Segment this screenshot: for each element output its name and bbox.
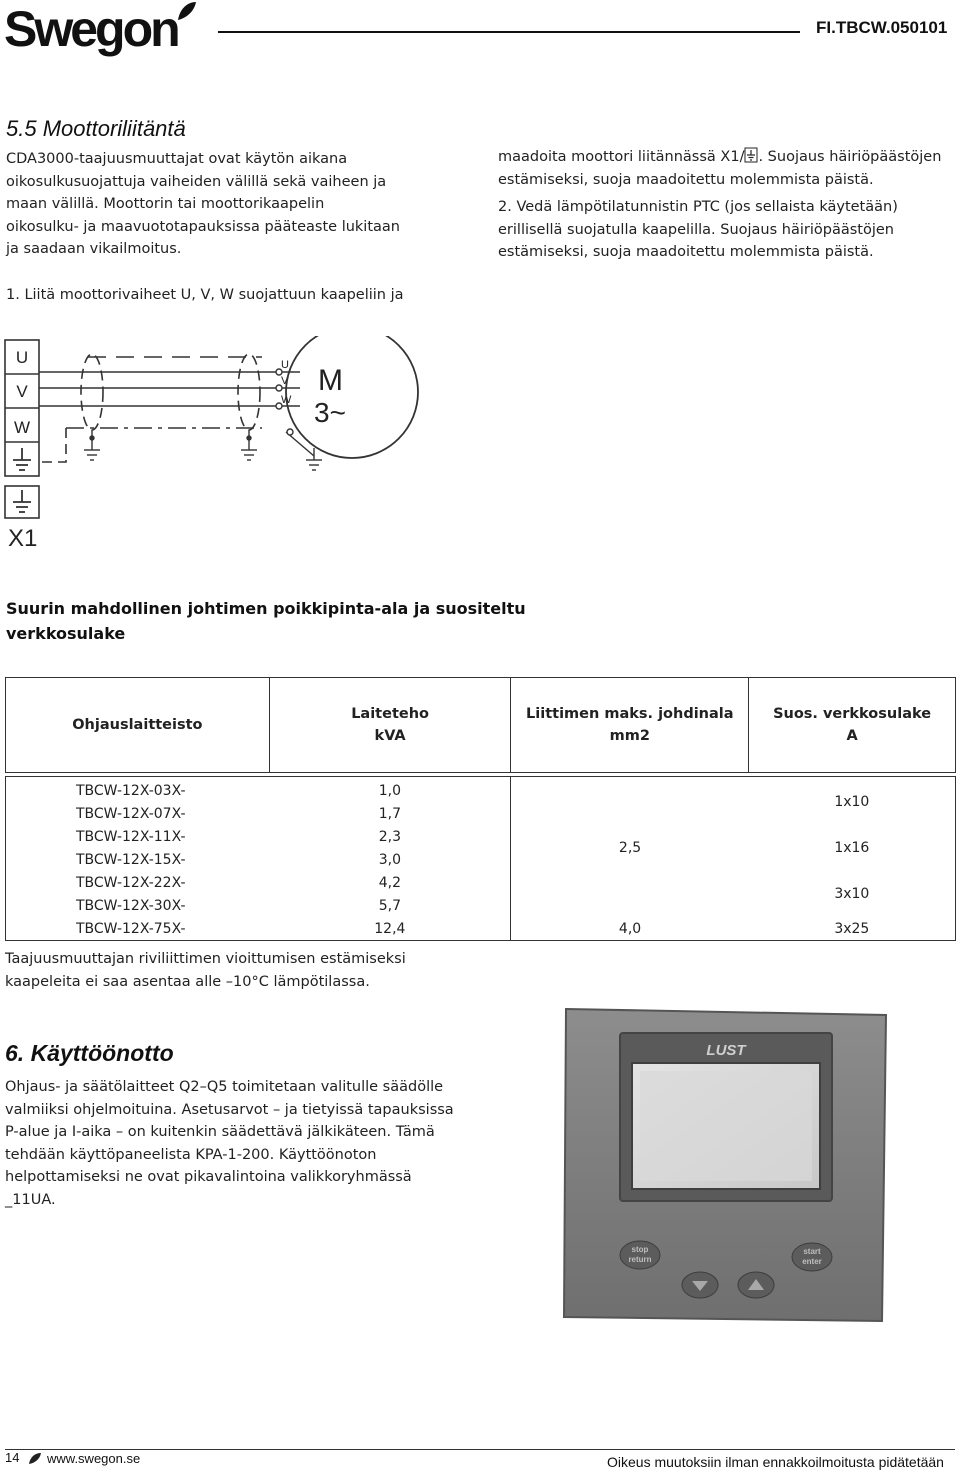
model-cell: TBCW-12X-22X- xyxy=(76,874,186,891)
kva-cell: 2,3 xyxy=(378,828,401,845)
leaf-icon xyxy=(176,0,198,24)
wire-area-cell: 4,0 xyxy=(511,917,749,941)
section-6-text: Ohjaus- ja säätölaitteet Q2–Q5 toimitetaan valitulle säädölle valmiiksi ohjelmoituina. Asetusarvot – ja tietyissä tapauksissa P-alue ja I-aika – on kuitenkin säädettävä jälkikäteen. Tämä tehdään käyttöpaneelista KPA-1-200. Käyttöönoton helpottamiseksi ne ovat pikavalintoina valikkoryhmässä _11UA. xyxy=(5,1079,454,1208)
terminal-u-label: U xyxy=(15,348,29,367)
fuse-cell: 3x25 xyxy=(834,920,870,937)
kva-cell: 12,4 xyxy=(374,920,406,937)
panel-brand: LUST xyxy=(706,1042,746,1059)
kva-cell: 5,7 xyxy=(378,897,401,914)
table-row xyxy=(6,871,956,894)
table-header-row xyxy=(6,678,956,773)
model-cell: TBCW-12X-07X- xyxy=(76,805,186,822)
up-arrow-button[interactable] xyxy=(738,1272,774,1298)
model-cell: TBCW-12X-03X- xyxy=(76,782,186,799)
step-1-text: 1. Liitä moottorivaiheet U, V, W suojattuun kaapeliin ja xyxy=(6,287,404,303)
header-verkkosulake: Suos. verkkosulake A xyxy=(749,678,956,773)
ground-symbol-icon xyxy=(744,147,758,163)
cable-shield xyxy=(40,354,262,462)
kva-cell: 1,7 xyxy=(378,805,401,822)
ground-icon xyxy=(13,490,31,512)
model-cell: TBCW-12X-11X- xyxy=(76,828,186,845)
motor-ground xyxy=(286,429,322,470)
step-1-continuation xyxy=(498,146,958,191)
control-panel-photo xyxy=(560,1005,892,1325)
website-link[interactable]: www.swegon.se xyxy=(47,1451,141,1466)
step-2-text: 2. Vedä lämpötilatunnistin PTC (jos sellaista käytetään) erillisellä suojatulla kaapelilla. Suojaus häiriöpäästöjen estämiseksi, suoja maadoitettu molemmista päistä. xyxy=(498,199,898,260)
page-number: 14 xyxy=(5,1450,20,1465)
svg-text:stop: stop xyxy=(631,1245,649,1254)
terminal-w-label: W xyxy=(13,418,31,437)
model-cell: TBCW-12X-30X- xyxy=(76,897,186,914)
model-cell: TBCW-12X-15X- xyxy=(76,851,186,868)
ground-icon xyxy=(13,448,31,470)
fuse-cell: 1x10 xyxy=(834,794,870,810)
motor-v-label: V xyxy=(281,375,289,387)
shield-ground-left xyxy=(84,430,100,460)
kva-cell: 4,2 xyxy=(378,874,401,891)
document-code: FI.TBCW.050101 xyxy=(816,18,948,37)
wiring-diagram xyxy=(0,336,440,556)
motor-sublabel: 3~ xyxy=(314,397,346,428)
table-row xyxy=(6,825,956,848)
header-johdinala: Liittimen maks. johdinala mm2 xyxy=(511,678,749,773)
wire-area-cell: 2,5 xyxy=(511,777,749,918)
motor-label: M xyxy=(318,364,343,397)
terminal-block-label: X1 xyxy=(8,525,38,552)
shield-ground-right xyxy=(241,430,257,460)
kva-cell: 3,0 xyxy=(378,851,401,868)
header-ohjauslaitteisto: Ohjauslaitteisto xyxy=(6,678,270,773)
table-title: Suurin mahdollinen johtimen poikkipinta-ala ja suositeltu verkkosulake xyxy=(6,599,526,643)
start-enter-button[interactable] xyxy=(792,1243,832,1271)
motor-u-label: U xyxy=(281,359,289,371)
stop-return-button[interactable] xyxy=(620,1241,660,1269)
section-title: 5.5 Moottoriliitäntä xyxy=(6,116,186,141)
company-logo: Swegon xyxy=(4,1,178,57)
table-row xyxy=(6,777,956,803)
kva-cell: 1,0 xyxy=(378,782,401,799)
temperature-warning: Taajuusmuuttajan riviliittimen vioittumisen estämiseksi kaapeleita ei saa asentaa alle –10°C lämpötilassa. xyxy=(5,951,406,990)
footer-rule xyxy=(5,1449,955,1450)
spec-table xyxy=(5,677,956,941)
terminal-v-label: V xyxy=(16,382,28,401)
svg-text:enter: enter xyxy=(802,1257,822,1266)
motor-w-label: W xyxy=(281,394,292,406)
fuse-cell: 3x10 xyxy=(834,886,870,902)
table-row xyxy=(6,917,956,941)
motor-symbol xyxy=(286,336,418,458)
fuse-cell: 1x16 xyxy=(834,840,870,856)
footer-disclaimer: Oikeus muutoksiin ilman ennakkoilmoitusta pidätetään xyxy=(607,1454,944,1470)
leaf-icon xyxy=(28,1452,42,1466)
step-1-cont-text: maadoita moottori liitännässä X1/ xyxy=(498,149,745,165)
section-6-title: 6. Käyttöönotto xyxy=(5,1040,174,1066)
header-laiteteho: Laiteteho kVA xyxy=(269,678,511,773)
svg-text:start: start xyxy=(803,1247,821,1256)
intro-paragraph: CDA3000-taajuusmuuttajat ovat käytön aikana oikosulkusuojattuja vaiheiden välillä sekä vaiheen ja maan välillä. Moottorin tai moottorikaapelin oikosulku- ja maavuototapauksissa pääteaste lukitaan ja saadaan vikailmoitus. xyxy=(6,151,400,257)
svg-text:return: return xyxy=(628,1255,652,1264)
down-arrow-button[interactable] xyxy=(682,1272,718,1298)
step-1-cont-text-2: . Suojaus häiriöpäästöjen estämiseksi, suoja maadoitettu molemmista päistä. xyxy=(498,149,942,188)
header-rule xyxy=(218,31,800,33)
model-cell: TBCW-12X-75X- xyxy=(76,920,186,937)
phase-wires xyxy=(39,372,276,406)
